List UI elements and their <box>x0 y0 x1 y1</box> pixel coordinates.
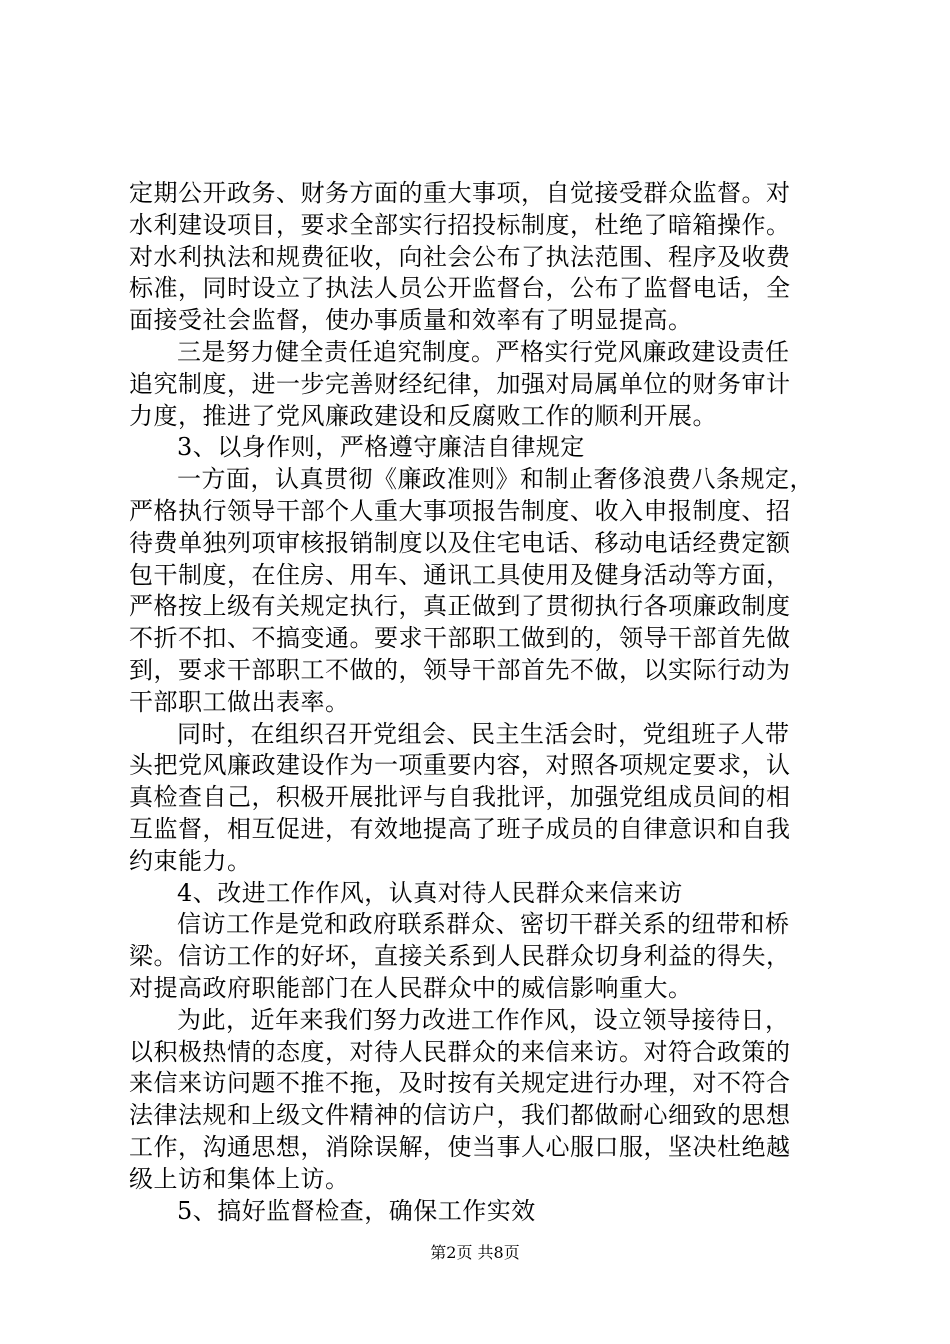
text-line: 标准，同时设立了执法人员公开监督台，公布了监督电话，全 <box>129 274 791 303</box>
section-heading: 5、搞好监督检查，确保工作实效 <box>177 1196 536 1225</box>
text-line: 约束能力。 <box>129 846 252 875</box>
text-line: 梁。信访工作的好坏，直接关系到人民群众切身利益的得失， <box>129 942 791 971</box>
text-line: 到，要求干部职工不做的，领导干部首先不做，以实际行动为 <box>129 655 791 684</box>
text-line: 不折不扣、不搞变通。要求干部职工做到的，领导干部首先做 <box>129 624 791 653</box>
text-line: 定期公开政务、财务方面的重大事项，自觉接受群众监督。对 <box>129 179 791 207</box>
section-heading: 3、以身作则，严格遵守廉洁自律规定 <box>177 433 585 462</box>
text-line: 面接受社会监督，使办事质量和效率有了明显提高。 <box>129 306 693 335</box>
page-number: 第2页 共8页 <box>430 1243 520 1262</box>
text-line: 严格执行领导干部个人重大事项报告制度、收入申报制度、招 <box>129 496 791 525</box>
text-line: 水利建设项目，要求全部实行招投标制度，杜绝了暗箱操作。 <box>129 210 791 239</box>
text-line: 力度，推进了党风廉政建设和反腐败工作的顺利开展。 <box>129 401 717 430</box>
text-line: 以积极热情的态度，对待人民群众的来信来访。对符合政策的 <box>129 1037 791 1066</box>
text-line: 追究制度，进一步完善财经纪律，加强对局属单位的财务审计 <box>129 369 791 398</box>
text-line: 来信来访问题不推不拖，及时按有关规定进行办理，对不符合 <box>129 1069 791 1098</box>
text-line: 严格按上级有关规定执行，真正做到了贯彻执行各项廉政制度 <box>129 592 791 621</box>
page-footer <box>0 1240 950 1263</box>
text-line: 对提高政府职能部门在人民群众中的威信影响重大。 <box>129 973 693 1002</box>
text-line: 真检查自己，积极开展批评与自我批评，加强党组成员间的相 <box>129 783 791 812</box>
text-line: 头把党风廉政建设作为一项重要内容，对照各项规定要求，认 <box>129 751 791 780</box>
paragraph-start: 三是努力健全责任追究制度。严格实行党风廉政建设责任 <box>177 337 790 366</box>
paragraph-start: 同时，在组织召开党组会、民主生活会时，党组班子人带 <box>177 719 790 748</box>
document-body <box>129 178 829 1227</box>
text-line: 包干制度，在住房、用车、通讯工具使用及健身活动等方面， <box>129 560 791 589</box>
paragraph-start: 一方面，认真贯彻《廉政准则》和制止奢侈浪费八条规定， <box>177 465 814 494</box>
paragraph-start: 为此，近年来我们努力改进工作作风，设立领导接待日， <box>177 1005 790 1034</box>
text-line: 级上访和集体上访。 <box>129 1164 350 1193</box>
text-line: 互监督，相互促进，有效地提高了班子成员的自律意识和自我 <box>129 814 791 843</box>
text-line: 干部职工做出表率。 <box>129 687 350 716</box>
text-line: 对水利执法和规费征收，向社会公布了执法范围、程序及收费 <box>129 242 791 271</box>
text-line: 待费单独列项审核报销制度以及住宅电话、移动电话经费定额 <box>129 528 791 557</box>
text-line: 法律法规和上级文件精神的信访户，我们都做耐心细致的思想 <box>129 1101 791 1130</box>
section-heading: 4、改进工作作风，认真对待人民群众来信来访 <box>177 878 683 907</box>
paragraph-start: 信访工作是党和政府联系群众、密切干群关系的纽带和桥 <box>177 910 790 939</box>
text-line: 工作，沟通思想，消除误解，使当事人心服口服，坚决杜绝越 <box>129 1132 791 1161</box>
